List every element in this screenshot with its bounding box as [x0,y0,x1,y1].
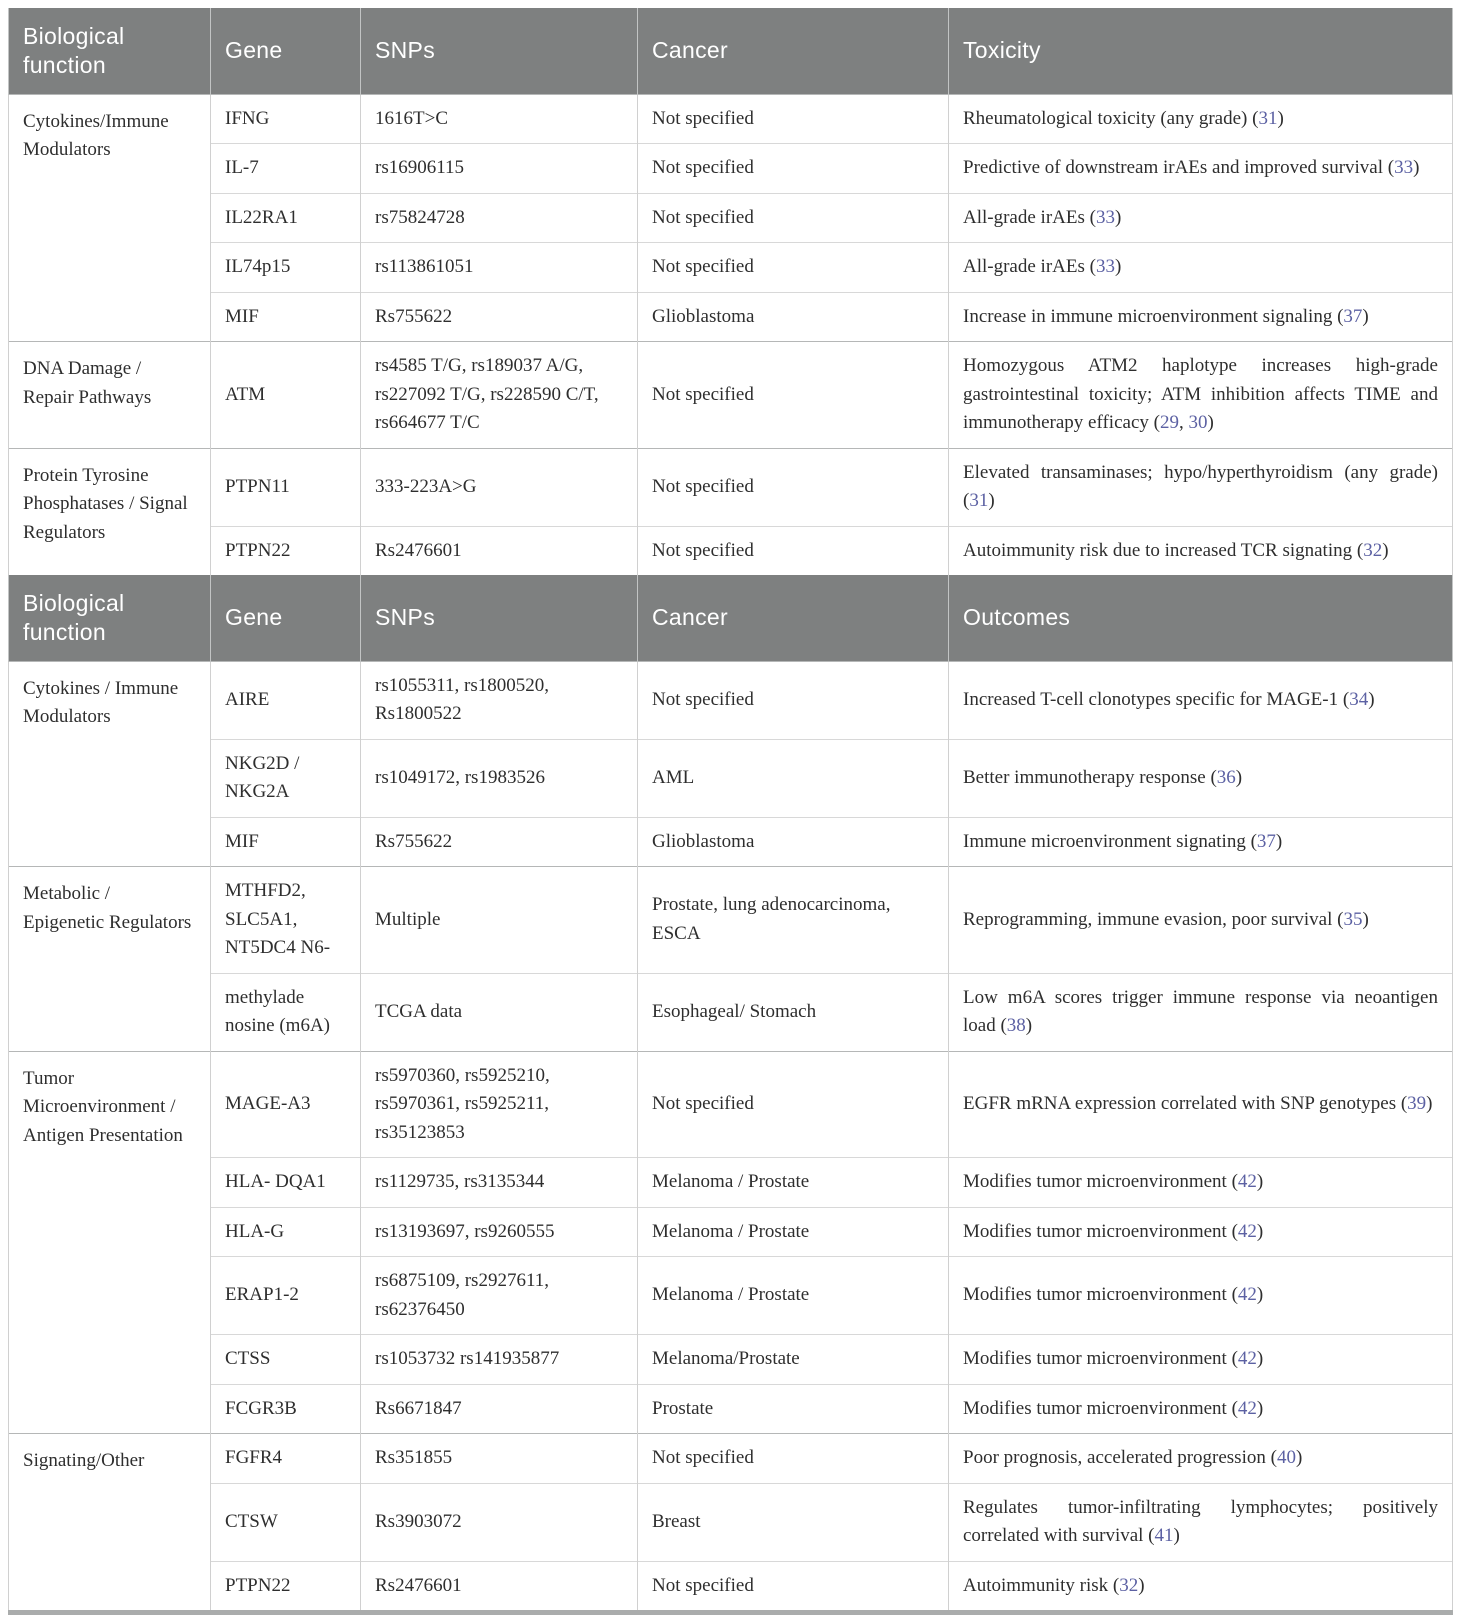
gene-cell: FGFR4 [211,1434,361,1484]
table-row [9,817,1453,867]
citation-ref[interactable]: 34 [1349,688,1369,710]
column-header-gene: Gene [211,575,361,661]
snps-cell: 1616T>C [361,94,638,144]
gene-cell: AIRE [211,661,361,739]
header-row-1 [9,8,1453,94]
table-row [9,1158,1453,1208]
gene-cell: IL22RA1 [211,193,361,243]
citation-ref[interactable]: 32 [1119,1574,1139,1596]
column-header-cancer: Cancer [638,8,949,94]
table-row [9,193,1453,243]
cancer-cell: Prostate, lung adenocarcinoma, ESCA [638,867,949,974]
citation-ref[interactable]: 31 [1258,107,1278,129]
citation-ref[interactable]: 31 [969,490,989,511]
citation-ref[interactable]: 37 [1343,305,1363,327]
cancer-cell: Breast [638,1483,949,1561]
gene-cell: IFNG [211,94,361,144]
table-row [9,661,1453,739]
snps-cell: rs1049172, rs1983526 [361,739,638,817]
table-row [9,448,1453,526]
table-row [9,739,1453,817]
gene-cell: PTPN11 [211,448,361,526]
cancer-cell: Not specified [638,1561,949,1613]
cancer-cell: Melanoma / Prostate [638,1207,949,1257]
cancer-cell: Not specified [638,144,949,194]
outcome-cell: Low m6A scores trigger immune response via neoantigen load (38) [949,973,1453,1051]
cancer-cell: Not specified [638,526,949,575]
column-header-gene: Gene [211,8,361,94]
cancer-cell: Not specified [638,1051,949,1158]
table-row [9,243,1453,293]
gene-cell: MIF [211,817,361,867]
cancer-cell: Not specified [638,243,949,293]
citation-ref[interactable]: 35 [1343,908,1363,930]
outcome-cell: Immune microenvironment signating (37) [949,817,1453,867]
table-row [9,1257,1453,1335]
table-row [9,144,1453,194]
table-row [9,1051,1453,1158]
cancer-cell: Not specified [638,448,949,526]
snps-cell: TCGA data [361,973,638,1051]
cancer-cell: Not specified [638,342,949,449]
gene-cell: HLA-G [211,1207,361,1257]
outcome-cell: Modifies tumor microenvironment (42) [949,1257,1453,1335]
outcome-cell: Better immunotherapy response (36) [949,739,1453,817]
snps-cell: Rs2476601 [361,1561,638,1613]
snps-cell: rs1055311, rs1800520, Rs1800522 [361,661,638,739]
column-header-snps: SNPs [361,8,638,94]
gene-cell: ATM [211,342,361,449]
table-row [9,292,1453,342]
column-header-outcomes: Outcomes [949,575,1453,661]
biological-function-cell: DNA Damage / Repair Pathways [9,342,211,449]
header-row-2 [9,575,1453,661]
snps-cell: Rs2476601 [361,526,638,575]
gene-cell: IL-7 [211,144,361,194]
cancer-cell: Not specified [638,193,949,243]
citation-ref[interactable]: 32 [1363,539,1383,561]
table-row [9,1561,1453,1613]
column-header-toxicity: Toxicity [949,8,1453,94]
table-row [9,526,1453,575]
column-header-snps: SNPs [361,575,638,661]
table-row [9,1483,1453,1561]
biological-function-cell: Protein Tyrosine Phosphatases / Signal Regulators [9,448,211,575]
snps-cell: rs1053732 rs141935877 [361,1335,638,1385]
outcome-cell: Autoimmunity risk (32) [949,1561,1453,1613]
snps-cell: rs6875109, rs2927611, rs62376450 [361,1257,638,1335]
snps-cell: rs5970360, rs5925210, rs5970361, rs5925211, rs35123853 [361,1051,638,1158]
snps-cell: Rs6671847 [361,1384,638,1434]
snps-cell: rs16906115 [361,144,638,194]
citation-ref[interactable]: 42 [1237,1171,1257,1192]
biological-function-cell: Cytokines / Immune Modulators [9,661,211,867]
citation-ref[interactable]: 42 [1237,1220,1257,1242]
gene-cell: MAGE-A3 [211,1051,361,1158]
citation-ref[interactable]: 30 [1188,412,1208,433]
column-header-cancer: Cancer [638,575,949,661]
gene-cell: CTSS [211,1335,361,1385]
outcome-cell: Poor prognosis, accelerated progression (40) [949,1434,1453,1484]
toxicity-cell: All-grade irAEs (33) [949,243,1453,293]
outcome-cell: Modifies tumor microenvironment (42) [949,1335,1453,1385]
outcome-cell: Modifies tumor microenvironment (42) [949,1158,1453,1208]
citation-ref[interactable]: 41 [1154,1525,1174,1546]
citation-ref[interactable]: 42 [1237,1397,1257,1419]
toxicity-cell: Predictive of downstream irAEs and improved survival (33) [949,144,1453,194]
snps-cell: Rs755622 [361,817,638,867]
snps-cell: Rs3903072 [361,1483,638,1561]
table-row [9,1434,1453,1484]
snp-association-table [8,8,1453,1615]
citation-ref[interactable]: 37 [1256,830,1276,852]
snps-cell: rs75824728 [361,193,638,243]
table-row [9,867,1453,974]
cancer-cell: Melanoma / Prostate [638,1158,949,1208]
biological-function-cell: Tumor Microenvironment / Antigen Presentation [9,1051,211,1434]
cancer-cell: Prostate [638,1384,949,1434]
citation-ref[interactable]: 42 [1237,1284,1257,1306]
gene-cell: ERAP1-2 [211,1257,361,1335]
citation-ref[interactable]: 42 [1237,1348,1257,1369]
snps-cell: 333-223A>G [361,448,638,526]
column-header-biological-function: Biological function [9,575,211,661]
snps-cell: rs4585 T/G, rs189037 A/G, rs227092 T/G, rs228590 C/T, rs664677 T/C [361,342,638,449]
snps-cell: Multiple [361,867,638,974]
cancer-cell: Glioblastoma [638,292,949,342]
toxicity-cell: Homozygous ATM2 haplotype increases high-grade gastrointestinal toxicity; ATM inhibition affects TIME and immunotherapy efficacy (29, 30) [949,342,1453,449]
snps-cell: rs13193697, rs9260555 [361,1207,638,1257]
table-row [9,1207,1453,1257]
gene-cell: NKG2D / NKG2A [211,739,361,817]
cancer-cell: Melanoma/Prostate [638,1335,949,1385]
cancer-cell: Not specified [638,1434,949,1484]
snps-cell: rs1129735, rs3135344 [361,1158,638,1208]
outcome-cell: Regulates tumor-infiltrating lymphocytes; positively correlated with survival (41) [949,1483,1453,1561]
citation-ref[interactable]: 38 [1006,1015,1026,1036]
gene-cell: MTHFD2, SLC5A1, NT5DC4 N6- [211,867,361,974]
cancer-cell: Melanoma / Prostate [638,1257,949,1335]
citation-ref[interactable]: 33 [1394,157,1414,178]
outcome-cell: EGFR mRNA expression correlated with SNP genotypes (39) [949,1051,1453,1158]
citation-ref[interactable]: 39 [1407,1093,1427,1114]
cancer-cell: Glioblastoma [638,817,949,867]
biological-function-cell: Signating/Other [9,1434,211,1613]
biological-function-cell: Metabolic / Epigenetic Regulators [9,867,211,1052]
outcome-cell: Modifies tumor microenvironment (42) [949,1207,1453,1257]
toxicity-cell: Elevated transaminases; hypo/hyperthyroidism (any grade) (31) [949,448,1453,526]
toxicity-cell: Increase in immune microenvironment signaling (37) [949,292,1453,342]
gene-cell: FCGR3B [211,1384,361,1434]
column-header-biological-function: Biological function [9,8,211,94]
gene-cell: PTPN22 [211,1561,361,1613]
table-row [9,1335,1453,1385]
cancer-cell: Not specified [638,94,949,144]
citation-ref[interactable]: 40 [1276,1447,1296,1468]
toxicity-cell: Autoimmunity risk due to increased TCR signating (32) [949,526,1453,575]
citation-ref[interactable]: 33 [1095,206,1115,228]
cancer-cell: AML [638,739,949,817]
gene-cell: HLA- DQA1 [211,1158,361,1208]
table-body [9,8,1453,1613]
outcome-cell: Increased T-cell clonotypes specific for MAGE-1 (34) [949,661,1453,739]
citation-ref[interactable]: 36 [1216,766,1236,788]
toxicity-cell: All-grade irAEs (33) [949,193,1453,243]
citation-ref[interactable]: 29 [1159,412,1179,433]
snps-cell: rs113861051 [361,243,638,293]
snps-cell: Rs351855 [361,1434,638,1484]
gene-cell: CTSW [211,1483,361,1561]
gene-cell: IL74p15 [211,243,361,293]
cancer-cell: Not specified [638,661,949,739]
gene-cell: PTPN22 [211,526,361,575]
biological-function-cell: Cytokines/Immune Modulators [9,94,211,342]
table-row [9,94,1453,144]
outcome-cell: Modifies tumor microenvironment (42) [949,1384,1453,1434]
table-row [9,1384,1453,1434]
citation-ref[interactable]: 33 [1095,256,1115,277]
cancer-cell: Esophageal/ Stomach [638,973,949,1051]
toxicity-cell: Rheumatological toxicity (any grade) (31) [949,94,1453,144]
table-row [9,342,1453,449]
table-row [9,973,1453,1051]
gene-cell: methylade nosine (m6A) [211,973,361,1051]
outcome-cell: Reprogramming, immune evasion, poor survival (35) [949,867,1453,974]
snps-cell: Rs755622 [361,292,638,342]
gene-cell: MIF [211,292,361,342]
